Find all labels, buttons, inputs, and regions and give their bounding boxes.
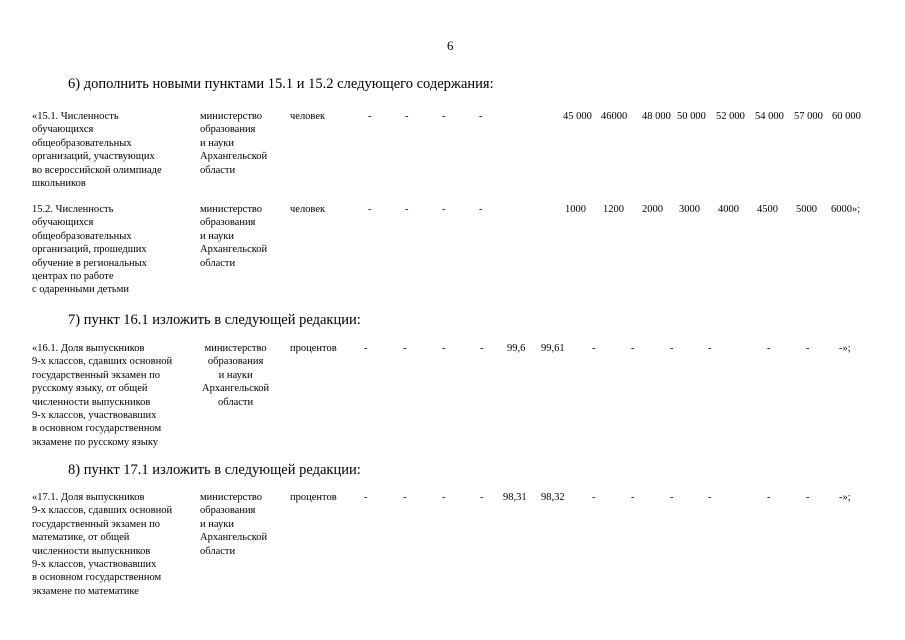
row-15-1-value: - [405,111,409,122]
row-15-1-value: 46000 [601,111,628,122]
row-15-1-value: 60 000 [832,111,861,122]
row-17-1-value: - [442,492,446,503]
row-16-1-indicator: «16.1. Доля выпускников 9-х классов, сдавших основной государственный экзамен по русскому языку, от общей численности выпускников 9-х классов, участвовавших в основном государственном экзамене по русскому языку [32,343,173,448]
row-16-1-responsible: министерство образования и науки Архангельской области [202,343,270,408]
row-15-1-unit: человек [290,111,326,122]
row-15-1-value: 50 000 [677,111,706,122]
row-17-1-value: -»; [839,492,851,503]
row-17-1-value: - [631,492,635,503]
row-15-2-indicator: 15.2. Численность обучающихся общеобразовательных организаций, прошедших обучение в региональных центрах по работе с одаренными детьми [32,204,147,296]
row-16-1-value: - [442,343,446,354]
row-17-1-value: - [403,492,407,503]
row-15-2-value: 5000 [796,204,817,215]
row-15-1-value: - [368,111,372,122]
row-15-1-value: 52 000 [716,111,745,122]
row-17-1-value: - [480,492,484,503]
row-17-1-value: - [592,492,596,503]
row-16-1-value: 99,6 [507,343,526,354]
row-16-1-value: -»; [839,343,851,354]
heading-item-7: 7) пункт 16.1 изложить в следующей редакции: [68,312,361,328]
row-16-1-value: - [631,343,635,354]
row-16-1-value: - [767,343,771,354]
row-15-1-value: - [479,111,483,122]
row-16-1-value: - [708,343,712,354]
page-number: 6 [447,38,454,53]
row-16-1-value: - [403,343,407,354]
row-15-2-value: 3000 [679,204,700,215]
row-17-1-value: - [806,492,810,503]
row-17-1-value: - [767,492,771,503]
row-15-1-value: 57 000 [794,111,823,122]
row-15-1-value: 54 000 [755,111,784,122]
row-17-1-value: 98,32 [541,492,565,503]
row-16-1-value: - [670,343,674,354]
row-15-1-value: 48 000 [642,111,671,122]
row-15-2-value: 6000»; [831,204,861,215]
row-17-1-value: - [364,492,368,503]
row-17-1-value: - [708,492,712,503]
row-15-2-value: - [405,204,409,215]
row-17-1-value: - [670,492,674,503]
row-17-1-value: 98,31 [503,492,527,503]
row-17-1-indicator: «17.1. Доля выпускников 9-х классов, сдавших основной государственный экзамен по математике, от общей численности выпускников 9-х классов, участвовавших в основном государственном экзамене по математике [32,492,173,597]
row-15-2-value: 2000 [642,204,663,215]
heading-item-6: 6) дополнить новыми пунктами 15.1 и 15.2 следующего содержания: [68,76,494,92]
row-15-1-indicator: «15.1. Численность обучающихся общеобразовательных организаций, участвующих во всероссийской олимпиаде школьников [32,111,162,190]
row-15-2-responsible: министерство образования и науки Архангельской области [200,204,268,269]
row-15-2-value: 1200 [603,204,624,215]
row-15-1-responsible: министерство образования и науки Архангельской области [200,111,268,176]
row-17-1-responsible: министерство образования и науки Архангельской области [200,492,268,557]
row-16-1-unit: процентов [290,343,337,354]
row-15-2-value: - [368,204,372,215]
row-16-1-value: - [592,343,596,354]
row-15-2-value: - [442,204,446,215]
row-15-2-unit: человек [290,204,326,215]
row-15-1-value: 45 000 [563,111,592,122]
row-15-2-value: - [479,204,483,215]
row-15-2-value: 4500 [757,204,778,215]
row-16-1-value: - [364,343,368,354]
row-16-1-value: - [806,343,810,354]
row-17-1-unit: процентов [290,492,337,503]
heading-item-8: 8) пункт 17.1 изложить в следующей редакции: [68,462,361,478]
row-16-1-value: - [480,343,484,354]
row-15-1-value: - [442,111,446,122]
row-15-2-value: 1000 [565,204,586,215]
row-15-2-value: 4000 [718,204,739,215]
row-16-1-value: 99,61 [541,343,565,354]
